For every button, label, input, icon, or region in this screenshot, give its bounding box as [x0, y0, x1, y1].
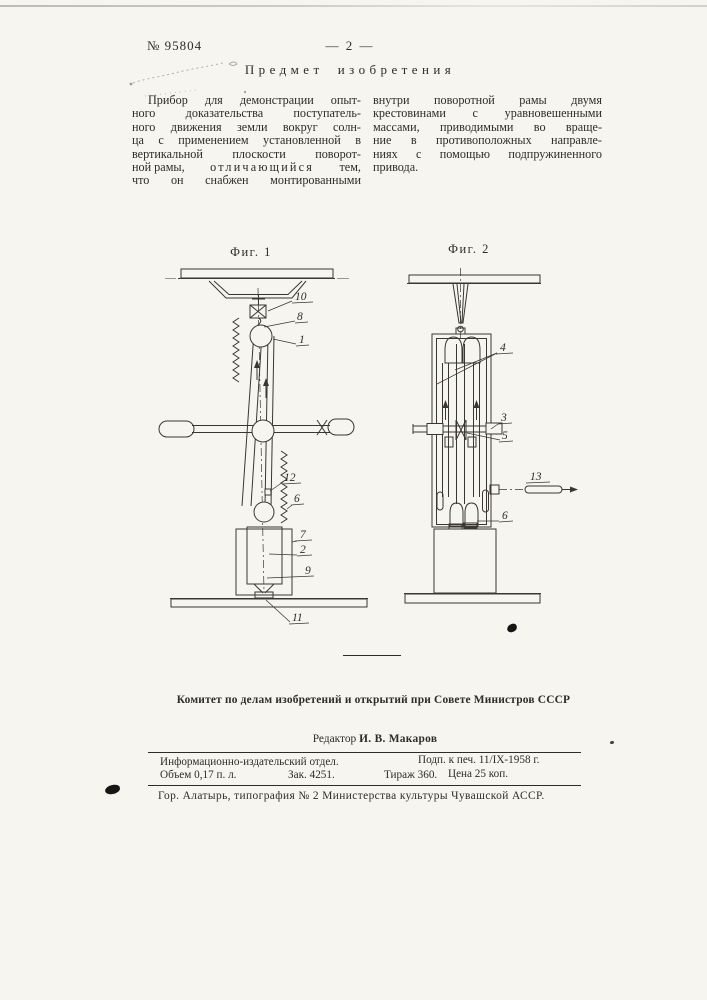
fig2-crossbar	[413, 420, 502, 447]
fig2-label-5: 5	[502, 430, 508, 442]
imprint-rule-top	[148, 752, 581, 753]
claims-right-column	[373, 94, 602, 188]
imprint-department: Информационно-издательский отдел.	[160, 756, 339, 768]
fig2-label-6: 6	[502, 510, 508, 522]
claims-text	[132, 94, 602, 188]
fig1-label-1: 1	[299, 334, 305, 346]
doc-number: № 95804	[147, 38, 203, 53]
claims-line: ца с применением установленной в	[132, 133, 361, 148]
fig2-pedestal	[434, 529, 496, 593]
fig1-label-2: 2	[300, 544, 306, 556]
fig2-drive-rod	[490, 485, 578, 494]
fig2-label-3: 3	[501, 412, 507, 424]
fig1-spring-lower	[281, 451, 287, 523]
section-title: Предмет изобретения	[244, 62, 456, 77]
fig1-up-arrow-icon	[254, 360, 260, 368]
fig1-spring-upper	[233, 318, 239, 382]
imprint-price: Цена 25 коп.	[448, 768, 509, 780]
fig1-label-8: 8	[297, 311, 303, 323]
imprint-volume: Объем 0,17 п. л.	[160, 769, 237, 781]
claims-line: что он снабжен монтированными	[132, 173, 361, 188]
fig1-label-12: 12	[284, 472, 296, 484]
fig1-ceiling	[165, 269, 349, 279]
committee-line: Комитет по делам изобретений и открытий при Совете Министров СССР	[176, 694, 571, 706]
fig1-up-arrow-icon	[263, 378, 269, 386]
claims-emphasized-word: отличающийся	[210, 160, 315, 175]
fig1-label-10: 10	[295, 291, 307, 303]
fig2-upper-masses	[445, 337, 480, 363]
editor-label: Редактор	[312, 733, 357, 745]
imprint-rule-bottom	[148, 785, 581, 786]
fig2-right-arrow-icon	[570, 487, 578, 493]
fig1-label-7: 7	[300, 529, 306, 541]
patent-figures	[0, 240, 707, 640]
imprint-circulation: Тираж 360.	[384, 769, 438, 781]
imprint-order-number: Зак. 4251.	[288, 769, 335, 781]
scan-edge-line	[0, 5, 707, 7]
editor-name: И. В. Макаров	[359, 733, 438, 745]
claims-line-part: ной рамы,	[132, 160, 185, 175]
fig2-up-arrow-icon	[474, 400, 480, 408]
claims-line: ние в противоположных направле-	[373, 133, 602, 148]
fig1-caption: Фиг. 1	[230, 245, 272, 259]
claims-line: массами, приводимыми во враще-	[373, 119, 602, 134]
claims-line: ного доказательства поступатель-	[132, 106, 361, 121]
editor-line	[30, 733, 707, 745]
claims-left-column	[132, 94, 361, 188]
claims-line: ниях с помощью подпружиненного	[373, 146, 602, 161]
ink-blot	[104, 784, 120, 795]
page-number: — 2 —	[325, 38, 375, 53]
claims-line: привода.	[373, 160, 419, 175]
figure-2	[404, 242, 578, 603]
fig2-ceiling	[407, 275, 541, 284]
fig2-caption: Фиг. 2	[448, 242, 490, 256]
claims-line-part: тем,	[339, 160, 361, 175]
claims-line: вертикальной плоскости поворот-	[132, 146, 361, 161]
fig1-label-11: 11	[292, 612, 303, 624]
imprint-print-date: Подп. к печ. 11/IX-1958 г.	[418, 754, 540, 766]
fig2-ground	[404, 594, 541, 604]
claims-line: ного движения земли вокруг солн-	[132, 119, 361, 134]
section-divider	[343, 655, 401, 656]
claims-line: внутри поворотной рамы двумя	[373, 93, 602, 107]
printer-line: Гор. Алатырь, типография № 2 Министерства культуры Чувашской АССР.	[158, 790, 545, 802]
fig2-label-13: 13	[530, 471, 542, 483]
claims-line: крестовинами с уравновешенными	[373, 106, 602, 121]
fig2-up-arrow-icon	[443, 400, 449, 408]
fig1-label-9: 9	[305, 565, 311, 577]
figure-1	[159, 245, 368, 624]
claims-line: Прибор для демонстрации опыт-	[148, 93, 361, 107]
claims-line	[132, 161, 361, 174]
fig2-lower-masses	[437, 490, 489, 529]
fig2-label-4: 4	[500, 342, 506, 354]
fig1-label-6: 6	[294, 493, 300, 505]
